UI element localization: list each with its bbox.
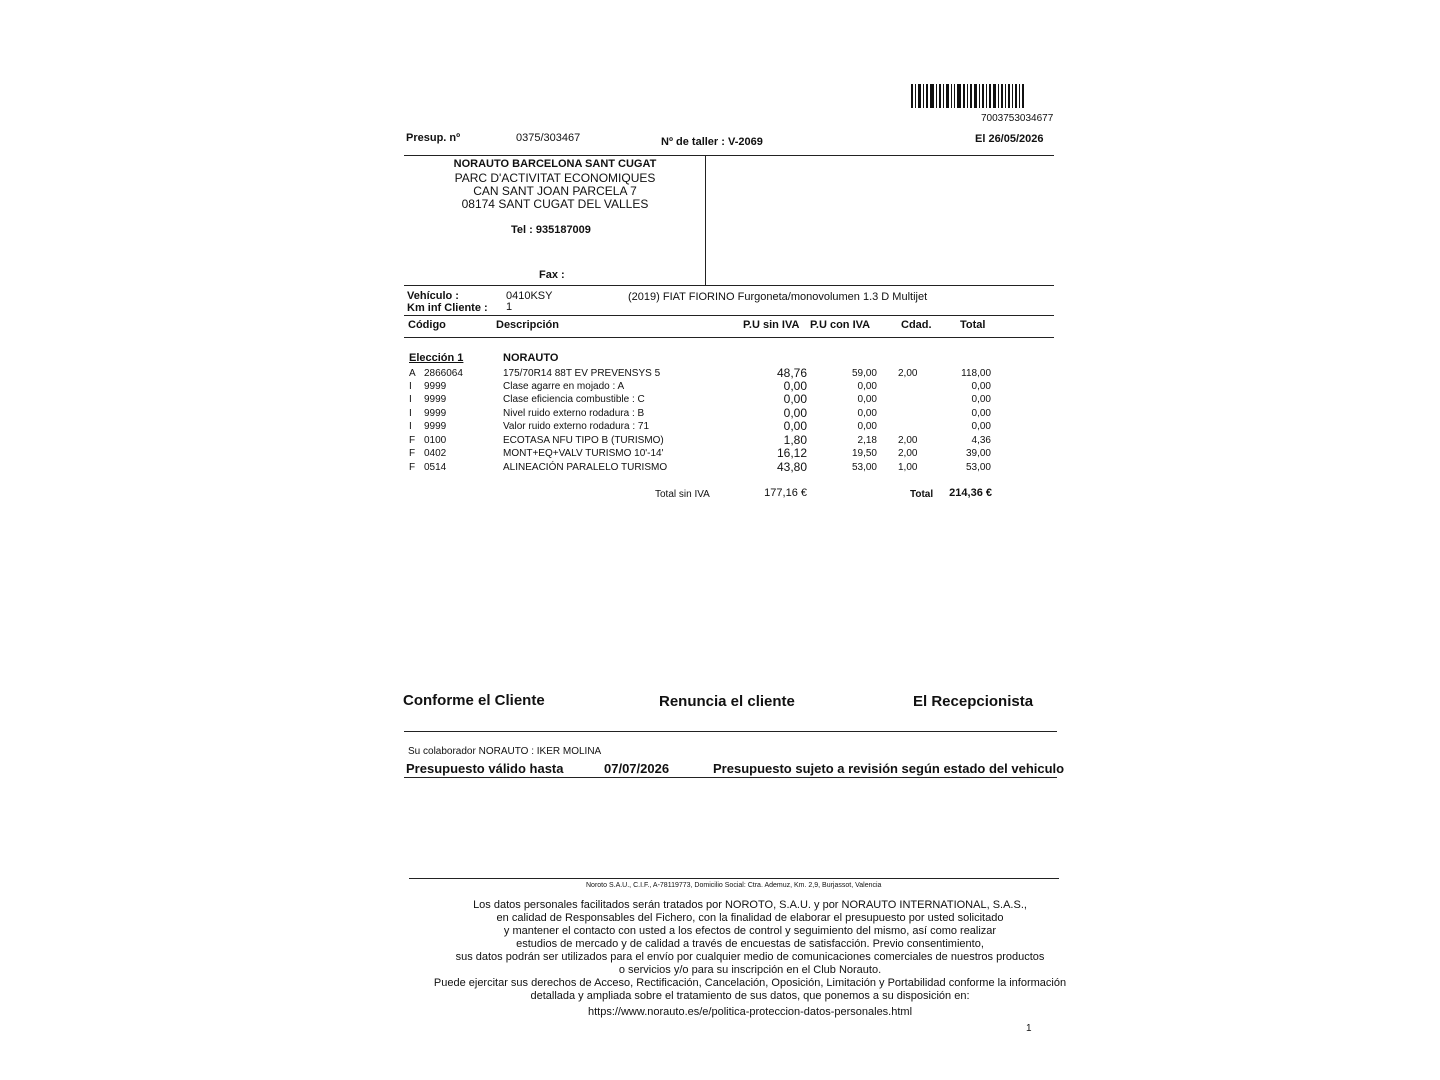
row-qty: 2,00 xyxy=(898,435,918,446)
taller-number: Nº de taller : V-2069 xyxy=(661,136,763,148)
total-value: 214,36 € xyxy=(949,487,992,499)
signature-renuncia: Renuncia el cliente xyxy=(659,693,795,710)
row-qty: 1,00 xyxy=(898,462,918,473)
row-type: I xyxy=(409,394,412,405)
company-rule xyxy=(409,878,1059,879)
barcode-image xyxy=(911,84,1055,108)
row-description: 175/70R14 88T EV PREVENSYS 5 xyxy=(503,368,661,379)
row-pu-sin: 16,12 xyxy=(776,446,807,460)
header-pu-sin-iva: P.U sin IVA xyxy=(743,319,800,331)
vehicle-plate: 0410KSY xyxy=(506,290,553,302)
row-total: 0,00 xyxy=(971,381,991,392)
row-description: Nivel ruido externo rodadura : B xyxy=(503,408,645,419)
row-total: 0,00 xyxy=(971,394,991,405)
row-code: 9999 xyxy=(424,421,447,432)
row-pu-con: 2,18 xyxy=(857,435,877,446)
row-total: 0,00 xyxy=(971,421,991,432)
row-code: 9999 xyxy=(424,408,447,419)
revision-note: Presupuesto sujeto a revisión según estado del vehiculo xyxy=(713,761,1065,776)
privacy-line: detallada y ampliada sobre el tratamiento de sus datos, que ponemos a su disposición en: xyxy=(530,990,970,1002)
row-pu-sin: 48,76 xyxy=(776,366,807,380)
row-description: ECOTASA NFU TIPO B (TURISMO) xyxy=(503,435,664,446)
row-type: I xyxy=(409,408,412,419)
presup-label: Presup. nº xyxy=(406,132,461,144)
row-pu-sin: 0,00 xyxy=(783,392,807,406)
row-description: ALINEACIÓN PARALELO TURISMO xyxy=(503,462,668,473)
address-divider xyxy=(705,155,706,285)
row-description: Clase agarre en mojado : A xyxy=(503,381,625,392)
document-date: El 26/05/2026 xyxy=(975,133,1044,145)
privacy-line: estudios de mercado y de calidad a través de encuestas de satisfacción. Previo consentimiento, xyxy=(516,938,984,950)
row-pu-sin: 0,00 xyxy=(783,419,807,433)
signature-recepcionista: El Recepcionista xyxy=(913,693,1034,710)
row-code: 0402 xyxy=(424,448,447,459)
table-row xyxy=(409,421,999,434)
privacy-line: y mantener el contacto con usted a los efectos de control y seguimiento del mismo, así como realizar xyxy=(503,925,997,937)
row-code: 9999 xyxy=(424,381,447,392)
row-description: MONT+EQ+VALV TURISMO 10'-14' xyxy=(503,448,664,459)
header-codigo: Código xyxy=(408,319,446,331)
page-number: 1 xyxy=(1026,1023,1032,1034)
row-qty: 2,00 xyxy=(898,368,918,379)
barcode-number: 7003753034677 xyxy=(981,113,1054,124)
shop-fax: Fax : xyxy=(539,269,565,281)
collaborator: Su colaborador NORAUTO : IKER MOLINA xyxy=(408,746,602,757)
valid-until-label: Presupuesto válido hasta xyxy=(406,761,564,776)
shop-tel: Tel : 935187009 xyxy=(511,224,591,236)
row-type: A xyxy=(409,368,416,379)
row-pu-sin: 0,00 xyxy=(783,379,807,393)
row-description: Valor ruido externo rodadura : 71 xyxy=(503,421,650,432)
privacy-line: o servicios y/o para su inscripción en el Club Norauto. xyxy=(618,964,882,976)
row-qty: 2,00 xyxy=(898,448,918,459)
row-code: 0514 xyxy=(424,462,447,473)
row-pu-con: 53,00 xyxy=(851,462,877,473)
total-label: Total xyxy=(910,489,934,500)
header-total: Total xyxy=(960,319,986,331)
privacy-line: Puede ejercitar sus derechos de Acceso, Rectificación, Cancelación, Oposición, Limitación y Portabilidad conforme la información xyxy=(433,977,1067,989)
row-total: 118,00 xyxy=(961,368,991,379)
row-total: 53,00 xyxy=(965,462,991,473)
validity-rule xyxy=(404,777,1057,778)
row-type: F xyxy=(409,462,416,473)
km-value: 1 xyxy=(506,301,513,313)
row-pu-con: 0,00 xyxy=(857,408,877,419)
total-sin-iva-label: Total sin IVA xyxy=(655,489,710,500)
privacy-line: Los datos personales facilitados serán tratados por NOROTO, S.A.U. y por NORAUTO INTERNATIONAL, S.A.S., xyxy=(473,899,1027,911)
privacy-line: sus datos podrán ser utilizados para el envío por cualquier medio de comunicaciones comerciales de nuestros productos xyxy=(455,951,1045,963)
header-descripcion: Descripción xyxy=(496,319,559,331)
signature-rule xyxy=(404,731,1057,732)
row-total: 0,00 xyxy=(971,408,991,419)
shop-address-line1: PARC D'ACTIVITAT ECONOMIQUES xyxy=(454,171,656,185)
privacy-url[interactable]: https://www.norauto.es/e/politica-proteccion-datos-personales.html xyxy=(587,1006,913,1018)
privacy-line: en calidad de Responsables del Fichero, con la finalidad de elaborar el presupuesto por usted solicitado xyxy=(496,912,1004,924)
table-row xyxy=(409,448,999,461)
section-brand: NORAUTO xyxy=(503,352,559,364)
valid-until-date: 07/07/2026 xyxy=(604,761,670,776)
total-sin-iva-value: 177,16 € xyxy=(764,487,807,499)
row-pu-con: 0,00 xyxy=(857,394,877,405)
row-pu-sin: 43,80 xyxy=(776,460,807,474)
row-type: F xyxy=(409,435,416,446)
row-description: Clase eficiencia combustible : C xyxy=(503,394,645,405)
row-code: 2866064 xyxy=(424,368,463,379)
vehicle-description: (2019) FIAT FIORINO Furgoneta/monovolumen 1.3 D Multijet xyxy=(628,291,928,303)
table-row xyxy=(409,394,999,407)
row-code: 0100 xyxy=(424,435,447,446)
vehicle-rule xyxy=(404,315,1054,316)
vehicle-label: Vehículo : xyxy=(407,290,459,302)
company-info: Noroto S.A.U., C.I.F., A-78119773, Domicilio Social: Ctra. Ademuz, Km. 2,9, Burjassot, Valencia xyxy=(586,882,882,889)
table-header-rule xyxy=(404,337,1054,338)
header-pu-con-iva: P.U con IVA xyxy=(810,319,871,331)
row-pu-con: 19,50 xyxy=(851,448,877,459)
row-pu-sin: 0,00 xyxy=(783,406,807,420)
section-label: Elección 1 xyxy=(409,352,464,364)
signature-client: Conforme el Cliente xyxy=(403,692,545,709)
row-type: I xyxy=(409,381,412,392)
row-pu-con: 59,00 xyxy=(851,368,877,379)
row-code: 9999 xyxy=(424,394,447,405)
row-type: I xyxy=(409,421,412,432)
header-rule xyxy=(404,155,1054,156)
presup-number: 0375/303467 xyxy=(516,132,581,144)
header-cantidad: Cdad. xyxy=(901,319,932,331)
km-label: Km inf Cliente : xyxy=(407,302,488,314)
row-total: 39,00 xyxy=(965,448,991,459)
row-pu-sin: 1,80 xyxy=(783,433,807,447)
table-row xyxy=(409,435,999,448)
address-bottom-rule xyxy=(404,285,1054,286)
row-type: F xyxy=(409,448,416,459)
row-pu-con: 0,00 xyxy=(857,421,877,432)
shop-address-line2: CAN SANT JOAN PARCELA 7 xyxy=(473,184,637,198)
row-total: 4,36 xyxy=(971,435,991,446)
shop-address-line3: 08174 SANT CUGAT DEL VALLES xyxy=(461,197,649,211)
table-row xyxy=(409,368,999,381)
table-row xyxy=(409,408,999,421)
table-row xyxy=(409,462,999,475)
table-row xyxy=(409,381,999,394)
shop-name: NORAUTO BARCELONA SANT CUGAT xyxy=(453,158,657,170)
row-pu-con: 0,00 xyxy=(857,381,877,392)
